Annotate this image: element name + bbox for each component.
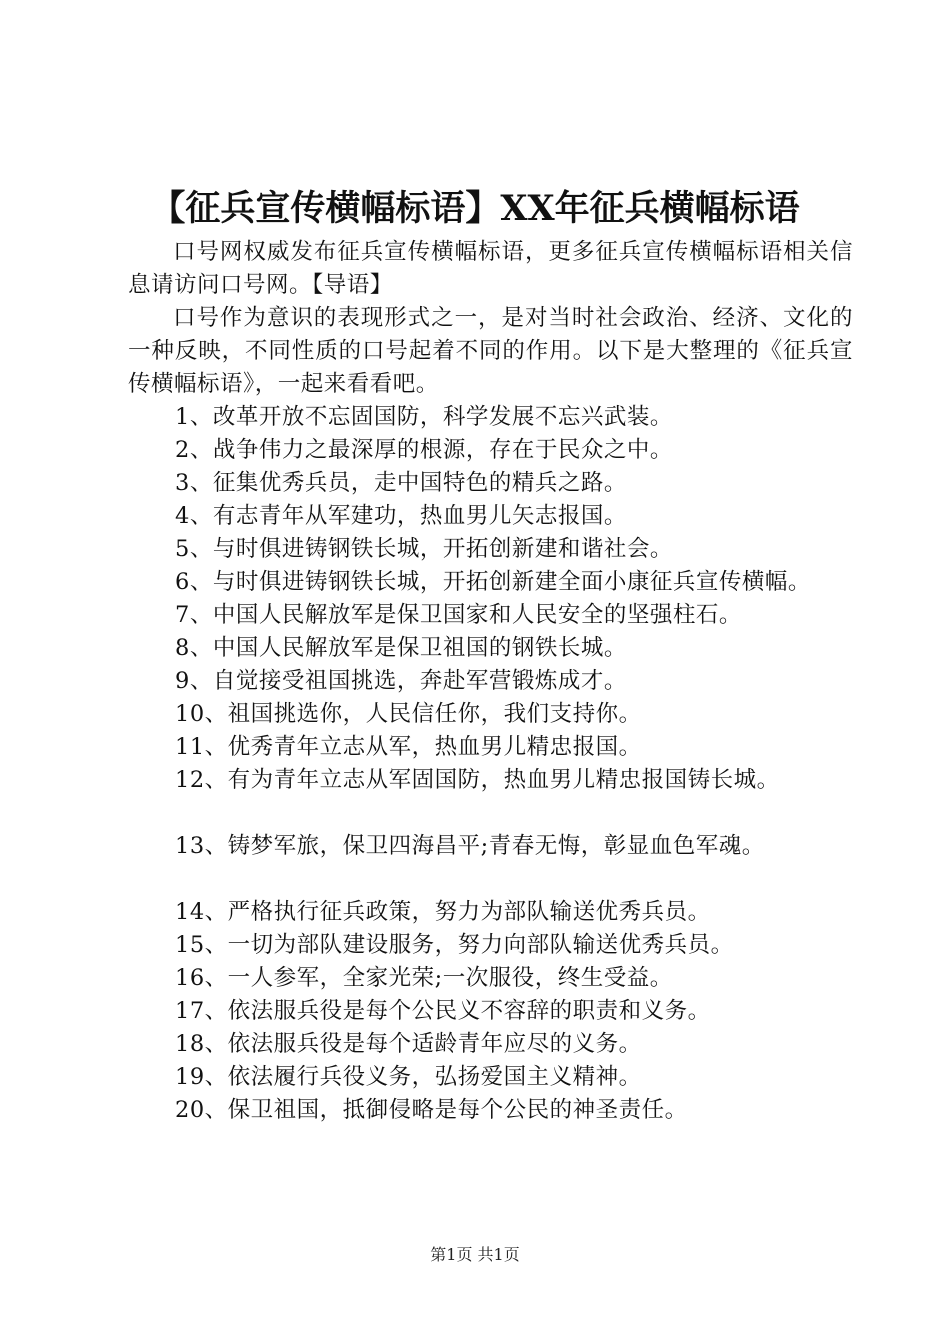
- slogan-item-18: 18、依法服兵役是每个适龄青年应尽的义务。: [175, 1031, 642, 1057]
- slogan-item-20: 20、保卫祖国，抵御侵略是每个公民的神圣责任。: [175, 1097, 688, 1123]
- slogan-item-16: 16、一人参军，全家光荣;一次服役，终生受益。: [175, 965, 673, 991]
- slogan-item-15: 15、一切为部队建设服务，努力向部队输送优秀兵员。: [175, 932, 734, 958]
- slogan-item-6: 6、与时俱进铸钢铁长城，开拓创新建全面小康征兵宣传横幅。: [175, 569, 811, 595]
- slogan-item-10: 10、祖国挑选你，人民信任你，我们支持你。: [175, 701, 642, 727]
- lead-paragraph: 口号作为意识的表现形式之一，是对当时社会政治、经济、文化的一种反映，不同性质的口号起着不同的作用。以下是大整理的《征兵宣传横幅标语》，一起来看看吧。: [128, 305, 853, 397]
- slogan-item-11: 11、优秀青年立志从军，热血男儿精忠报国。: [175, 734, 642, 760]
- slogan-item-2: 2、战争伟力之最深厚的根源，存在于民众之中。: [175, 437, 673, 463]
- slogan-item-9: 9、自觉接受祖国挑选，奔赴军营锻炼成才。: [175, 668, 627, 694]
- slogan-item-8: 8、中国人民解放军是保卫祖国的钢铁长城。: [175, 635, 627, 661]
- slogan-item-12: 12、有为青年立志从军固国防，热血男儿精忠报国铸长城。: [175, 767, 780, 793]
- slogan-item-5: 5、与时俱进铸钢铁长城，开拓创新建和谐社会。: [175, 536, 673, 562]
- slogan-item-13: 13、铸梦军旅，保卫四海昌平;青春无悔，彰显血色军魂。: [175, 833, 765, 859]
- slogan-item-7: 7、中国人民解放军是保卫国家和人民安全的坚强柱石。: [175, 602, 742, 628]
- slogan-item-17: 17、依法服兵役是每个公民义不容辞的职责和义务。: [175, 998, 711, 1024]
- page-footer: 第1页 共1页: [430, 1245, 520, 1264]
- slogan-item-3: 3、征集优秀兵员，走中国特色的精兵之路。: [175, 470, 627, 496]
- document-body: [128, 236, 853, 1127]
- slogan-item-4: 4、有志青年从军建功，热血男儿矢志报国。: [175, 503, 627, 529]
- slogan-item-19: 19、依法履行兵役义务，弘扬爱国主义精神。: [175, 1064, 642, 1090]
- slogan-item-1: 1、改革开放不忘固国防，科学发展不忘兴武装。: [175, 404, 673, 430]
- slogan-item-14: 14、严格执行征兵政策，努力为部队输送优秀兵员。: [175, 899, 711, 925]
- document-title: 【征兵宣传横幅标语】XX年征兵横幅标语: [150, 188, 800, 229]
- intro-paragraph: 口号网权威发布征兵宣传横幅标语，更多征兵宣传横幅标语相关信息请访问口号网。【导语】: [128, 239, 853, 298]
